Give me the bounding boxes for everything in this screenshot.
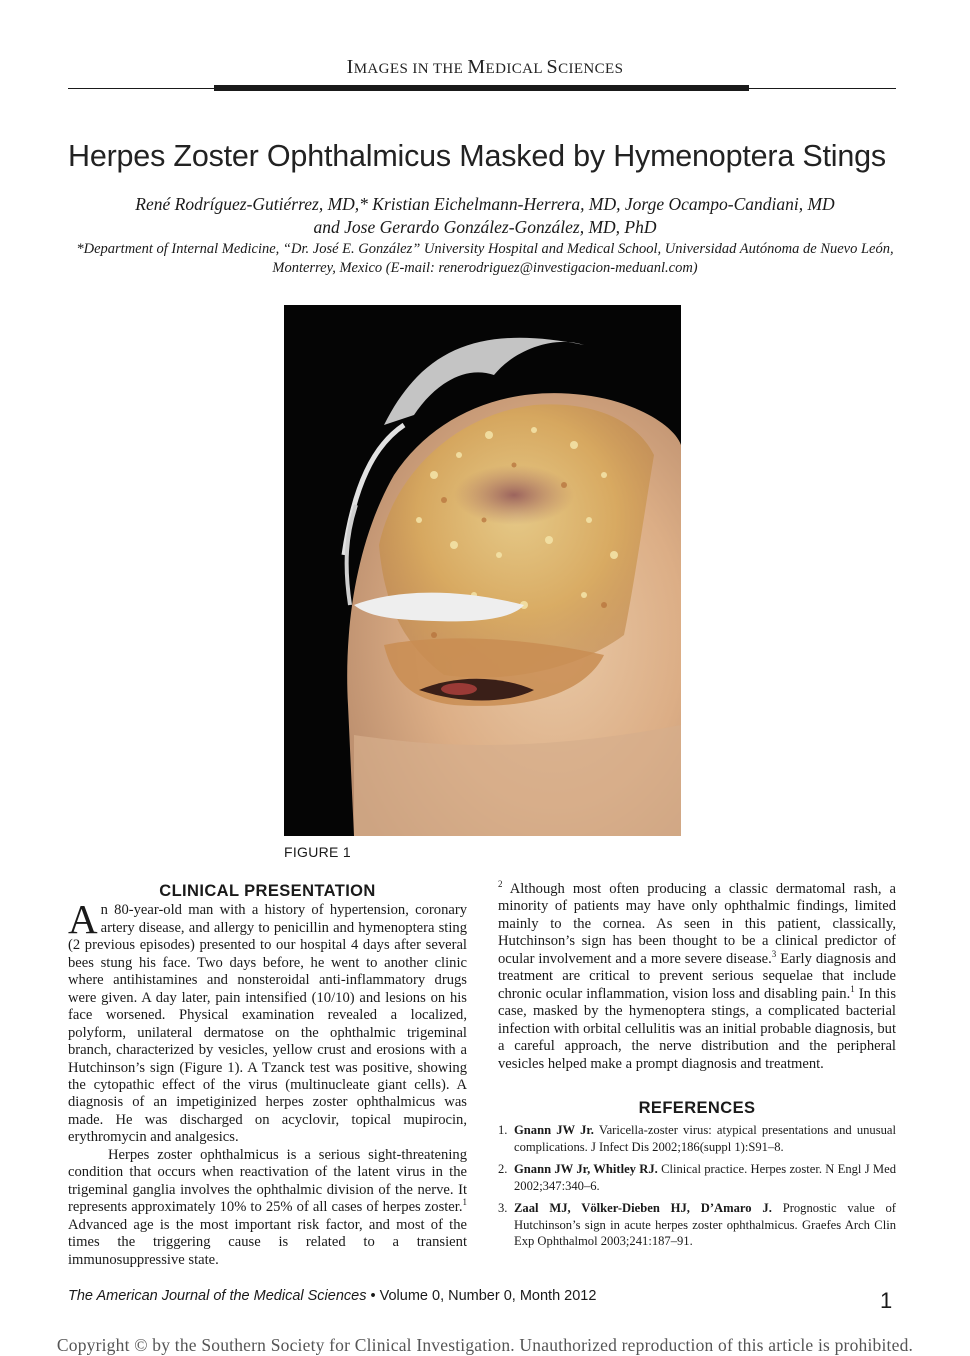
affiliation: *Department of Internal Medicine, “Dr. José E. González” University Hospital and Medical School, Universidad Autónoma de Nuevo León, Monterrey, Mexico (E-mail: renerodriguez@investigacion-meduanl.com) [76,241,894,276]
reference-text: Varicella-zoster virus: atypical presentations and unusual complications. J Infect Dis 2002;186(suppl 1):S91–8. [514,1123,896,1154]
reference-authors: Zaal MJ, Völker-Dieben HJ, D’Amaro J. [514,1201,772,1216]
footer-bullet: • [370,1288,376,1304]
clinical-presentation-heading: CLINICAL PRESENTATION [159,882,376,900]
reference-list [498,1122,896,1250]
discussion-text-e: In this case, masked by the hymenoptera stings, a complicated bacterial infection with orbital cellulitis was an initial probable diagnosis, but a careful approach, the nerve distribution and the peripheral vesicles helped make a prompt diagnosis and treatment. [498,985,897,1072]
references-heading: REFERENCES [638,1098,756,1117]
discussion-text-b: Advanced age is the most important risk factor, and most of the times the triggering cause is related to a transient immunosuppressive state. [68,1216,467,1268]
reference-item [498,1161,896,1194]
figure-caption: FIGURE 1 [284,844,351,860]
paragraph-discussion-cont [498,881,896,1073]
citation-1: 1 [462,1197,467,1208]
header-rule-thick [214,85,749,91]
paragraph-discussion [68,1147,467,1269]
paragraph-case [68,896,467,1146]
reference-text: Clinical practice. Herpes zoster. N Engl J Med 2002;347:340–6. [514,1162,896,1193]
reference-number: 1. [498,1123,508,1138]
reference-text: Prognostic value of Hutchinson’s sign in acute herpes zoster ophthalmicus. Graefes Arch Clin Exp Ophthalmol 2003;241:187–91. [514,1201,896,1249]
journal-issue: Volume 0, Number 0, Month 2012 [379,1288,597,1304]
reference-item [498,1122,896,1155]
left-column [68,883,467,1269]
authors-line-2: and Jose Gerardo González-González, MD, PhD [313,217,657,237]
section-word-3: SCIENCES [546,56,624,78]
citation-1b: 1 [850,983,855,994]
discussion-text-d: Early diagnosis and treatment are critical to prevent serious sequelae that include chronic ocular inflammation, vision loss and disabling pain. [498,950,896,1002]
copyright-notice: Copyright © by the Southern Society for Clinical Investigation. Unauthorized reproduction of this article is prohibited. [56,1335,914,1355]
journal-name: The American Journal of the Medical Sciences [68,1288,367,1304]
section-header [0,56,970,79]
clinical-photo-illustration [284,305,681,836]
discussion-text-c: Although most often producing a classic dermatomal rash, a minority of patients may have only ophthalmic findings, limited mainly to the cornea. As seen in this patient, classically, Hutchinson’s sign has been thought to be a clinical predictor of ocular involvement and a more severe disease. [498,881,896,967]
author-list [60,193,910,239]
citation-2: 2 [498,879,503,890]
article-title: Herpes Zoster Ophthalmicus Masked by Hymenoptera Stings [68,139,886,173]
reference-item [498,1200,896,1250]
reference-number: 3. [498,1201,508,1216]
citation-3: 3 [771,948,777,959]
discussion-text-a: Herpes zoster ophthalmicus is a serious sight-threatening condition that occurs when reactivation of the latent virus in the trigeminal ganglia involves the ophthalmic division of the nerve. It represents approximately 10% to 25% of all cases of herpes zoster. [68,1146,467,1216]
section-word-2: MEDICAL [467,56,547,78]
authors-line-1: René Rodríguez-Gutiérrez, MD,* Kristian Eichelmann-Herrera, MD, Jorge Ocampo-Candiani, MD [135,194,835,214]
reference-authors: Gnann JW Jr, Whitley RJ. [514,1162,658,1177]
reference-number: 2. [498,1162,508,1177]
drop-cap: A [68,896,98,943]
figure-1-photo [284,305,681,836]
page-number: 1 [880,1288,893,1313]
footer-journal [68,1288,596,1304]
section-word-1: IMAGES IN THE [346,56,468,78]
paragraph-case-text: n 80-year-old man with a history of hypertension, coronary artery disease, and allergy to penicillin and hymenoptera sting (2 previous episodes) presented to our hospital 4 days after several bees stung his face. Two days before, he went to another clinic where antihistamines and nonsteroidal anti-inflammatory drugs were given. A day later, pain intensified (10/10) and lesions on his face worsened. Physical examination revealed a localized, polyform, unilateral dermatose on the ophthalmic trigeminal branch, characterized by vesicles, yellow crust and erosions with a Hutchinson’s sign (Figure 1). A Tzanck test was positive, showing the cytopathic effect of the virus (multinucleate giant cells). A diagnosis of an impetiginized herpes zoster ophthalmicus was made. He was discharged on acyclovir, topical mupirocin, erythromycin and analgesics. [68,902,467,1146]
right-column [498,881,896,1256]
reference-authors: Gnann JW Jr. [514,1123,594,1138]
